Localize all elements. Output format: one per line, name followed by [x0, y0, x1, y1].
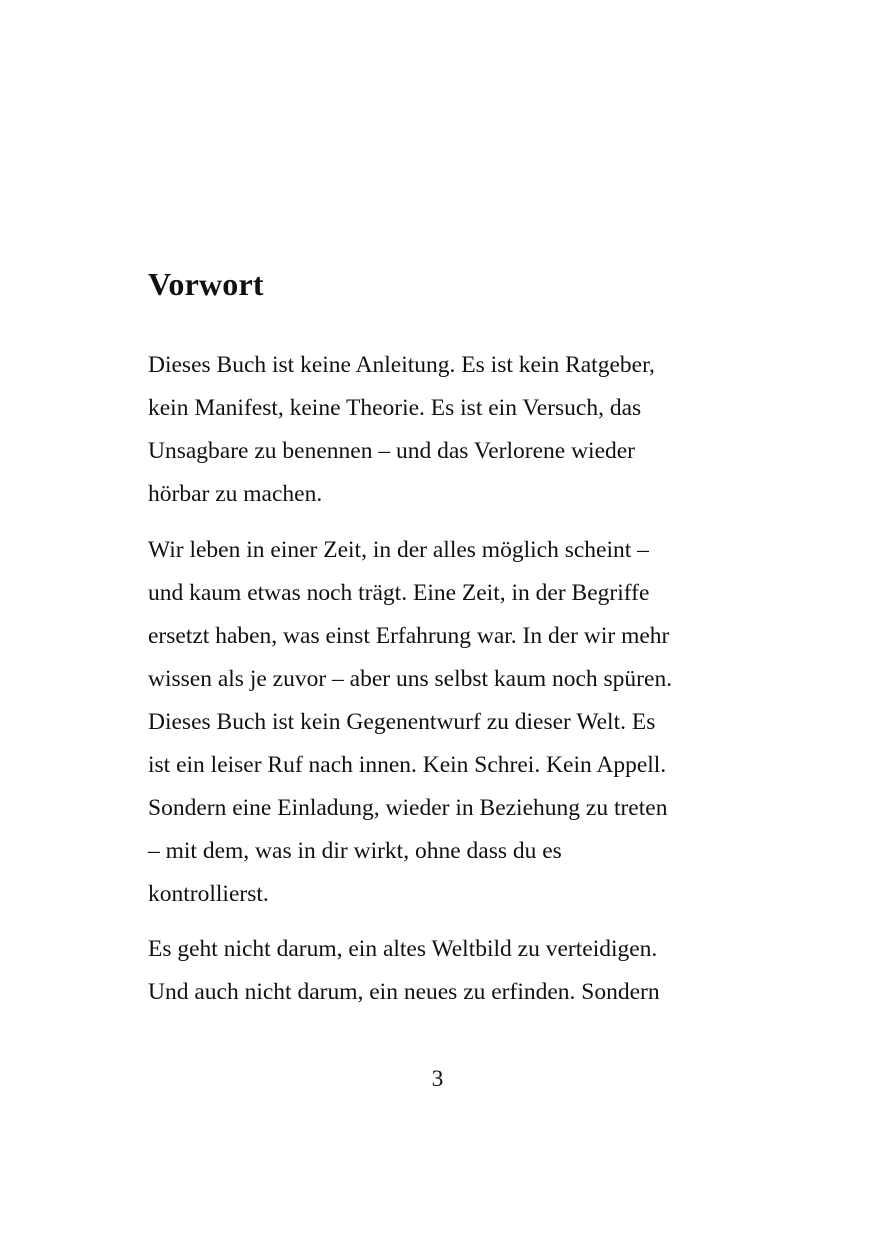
- page-title: Vorwort: [148, 266, 264, 302]
- text-line: Wir leben in einer Zeit, in der alles möglich scheint –: [148, 536, 649, 563]
- text-line: hörbar zu machen.: [148, 481, 323, 507]
- text-line: Und auch nicht darum, ein neues zu erfinden. Sondern: [148, 979, 660, 1005]
- text-line: Sondern eine Einladung, wieder in Beziehung zu treten: [148, 794, 668, 821]
- paragraph-3: [148, 928, 718, 1014]
- text-line: kontrollierst.: [148, 880, 269, 907]
- body-text: [148, 344, 718, 1014]
- text-line: Dieses Buch ist keine Anleitung. Es ist kein Ratgeber,: [148, 352, 655, 378]
- text-line: ist ein leiser Ruf nach innen. Kein Schrei. Kein Appell.: [148, 751, 667, 778]
- text-line: Es geht nicht darum, ein altes Weltbild zu verteidigen.: [148, 936, 658, 962]
- paragraph-1: [148, 344, 718, 516]
- text-line: ersetzt haben, was einst Erfahrung war. In der wir mehr: [148, 622, 670, 649]
- text-line: wissen als je zuvor – aber uns selbst kaum noch spüren.: [148, 665, 673, 692]
- text-line: Dieses Buch ist kein Gegenentwurf zu dieser Welt. Es: [148, 708, 656, 735]
- text-line: – mit dem, was in dir wirkt, ohne dass du es: [148, 837, 562, 864]
- page-number: 3: [431, 1066, 444, 1092]
- paragraph-2: [148, 529, 718, 916]
- text-line: kein Manifest, keine Theorie. Es ist ein Versuch, das: [148, 395, 642, 421]
- text-line: und kaum etwas noch trägt. Eine Zeit, in der Begriffe: [148, 579, 650, 606]
- text-line: Unsagbare zu benennen – und das Verlorene wieder: [148, 438, 636, 464]
